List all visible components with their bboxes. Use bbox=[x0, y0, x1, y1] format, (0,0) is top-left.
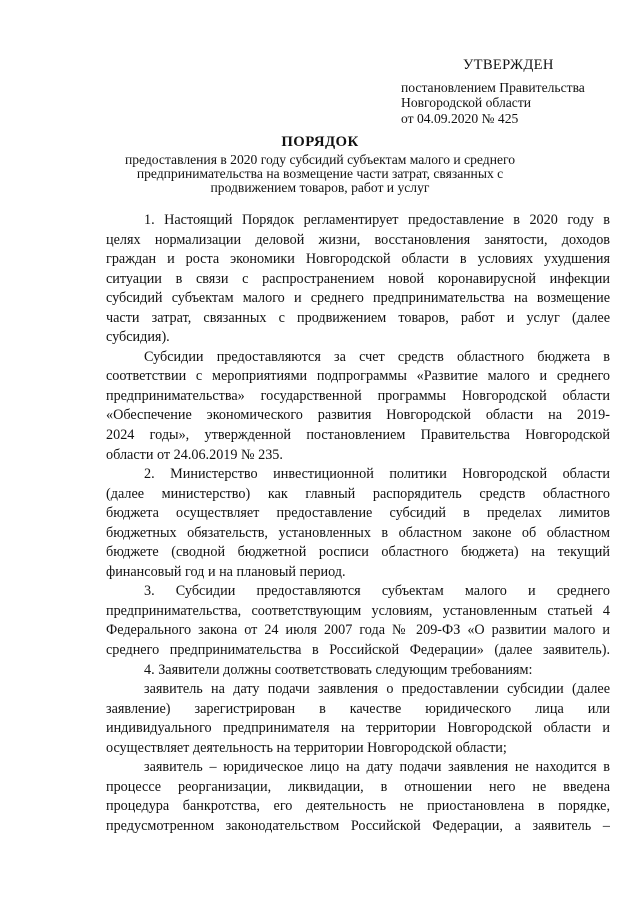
text-line: заявление) зарегистрирован в качестве юридического лица или bbox=[106, 700, 610, 717]
text-line: бюджета осуществляет предоставление субсидий в пределах лимитов bbox=[106, 505, 610, 522]
text-line: граждан и роста экономики Новгородской области в условиях ухудшения bbox=[106, 251, 610, 268]
text-line: заявитель на дату подачи заявления о предоставлении субсидии (далее bbox=[144, 681, 610, 698]
approval-line: постановлением Правительства bbox=[401, 80, 585, 96]
subtitle-line: предоставления в 2020 году субсидий субъектам малого и среднего bbox=[124, 152, 516, 167]
text-line: Субсидии предоставляются за счет средств областного бюджета в bbox=[144, 348, 610, 365]
text-line: индивидуального предпринимателя на территории Новгородской области и bbox=[106, 720, 610, 737]
approval-line: от 04.09.2020 № 425 bbox=[401, 110, 519, 126]
document-body bbox=[106, 211, 610, 837]
text-line: соответствии с мероприятиями подпрограммы «Развитие малого и среднего bbox=[106, 368, 610, 385]
document-title: ПОРЯДОК bbox=[281, 134, 359, 150]
text-line: 2. Министерство инвестиционной политики Новгородской области bbox=[144, 466, 610, 483]
text-line: среднего предпринимательства в Российской Федерации» (далее заявитель). bbox=[106, 642, 610, 659]
text-line: предусмотренном законодательством Российской Федерации, а заявитель – bbox=[106, 817, 610, 834]
subtitle-line: предпринимательства на возмещение части затрат, связанных с bbox=[136, 165, 504, 181]
text-line: бюджете (сводной бюджетной росписи областного бюджета) на текущий bbox=[106, 544, 610, 561]
text-line: процедура банкротства, его деятельность не приостановлена в порядке, bbox=[106, 798, 610, 815]
text-line: бюджетных обязательств, установленных в областном законе об областном bbox=[106, 524, 610, 541]
approval-stamp bbox=[401, 58, 621, 126]
text-line: предпринимательства, соответствующим условиям, установленным статьей 4 bbox=[106, 602, 610, 619]
text-line: процессе реорганизации, ликвидации, в отношении него не введена bbox=[106, 778, 610, 795]
text-line: ситуации в связи с распространением новой коронавирусной инфекции bbox=[106, 270, 610, 287]
text-line: 4. Заявители должны соответствовать следующим требованиям: bbox=[144, 661, 533, 678]
text-line: 3. Субсидии предоставляются субъектам малого и среднего bbox=[144, 583, 610, 600]
text-line: 1. Настоящий Порядок регламентирует предоставление в 2020 году в bbox=[144, 212, 610, 228]
document-subtitle bbox=[0, 153, 640, 195]
text-line: части затрат, связанных с продвижением товаров, работ и услуг (далее bbox=[106, 309, 610, 326]
text-line: (далее министерство) как главный распорядитель средств областного bbox=[106, 485, 610, 502]
text-line: целях нормализации деловой жизни, восстановления занятости, доходов bbox=[106, 231, 610, 248]
text-line: заявитель – юридическое лицо на дату подачи заявления не находится в bbox=[144, 759, 610, 776]
approved-label: УТВЕРЖДЕН bbox=[463, 57, 554, 73]
text-line: финансовый год и на плановый период. bbox=[106, 563, 346, 580]
approval-line: Новгородской области bbox=[401, 95, 532, 111]
text-line: предпринимательства» государственной программы Новгородской области bbox=[106, 387, 610, 404]
text-line: «Обеспечение экономического развития Новгородской области на 2019- bbox=[106, 407, 610, 424]
text-line: области от 24.06.2019 № 235. bbox=[106, 446, 283, 463]
text-line: осуществляет деятельность на территории Новгородской области; bbox=[106, 739, 507, 756]
subtitle-line: продвижением товаров, работ и услуг bbox=[210, 179, 430, 195]
text-line: Федерального закона от 24 июля 2007 года № 209-ФЗ «О развитии малого и bbox=[106, 622, 610, 639]
text-line: 2024 годы», утвержденной постановлением Правительства Новгородской bbox=[106, 427, 610, 444]
text-line: субсидия). bbox=[106, 329, 170, 346]
text-line: субсидий субъектам малого и среднего предпринимательства на возмещение bbox=[106, 290, 610, 307]
